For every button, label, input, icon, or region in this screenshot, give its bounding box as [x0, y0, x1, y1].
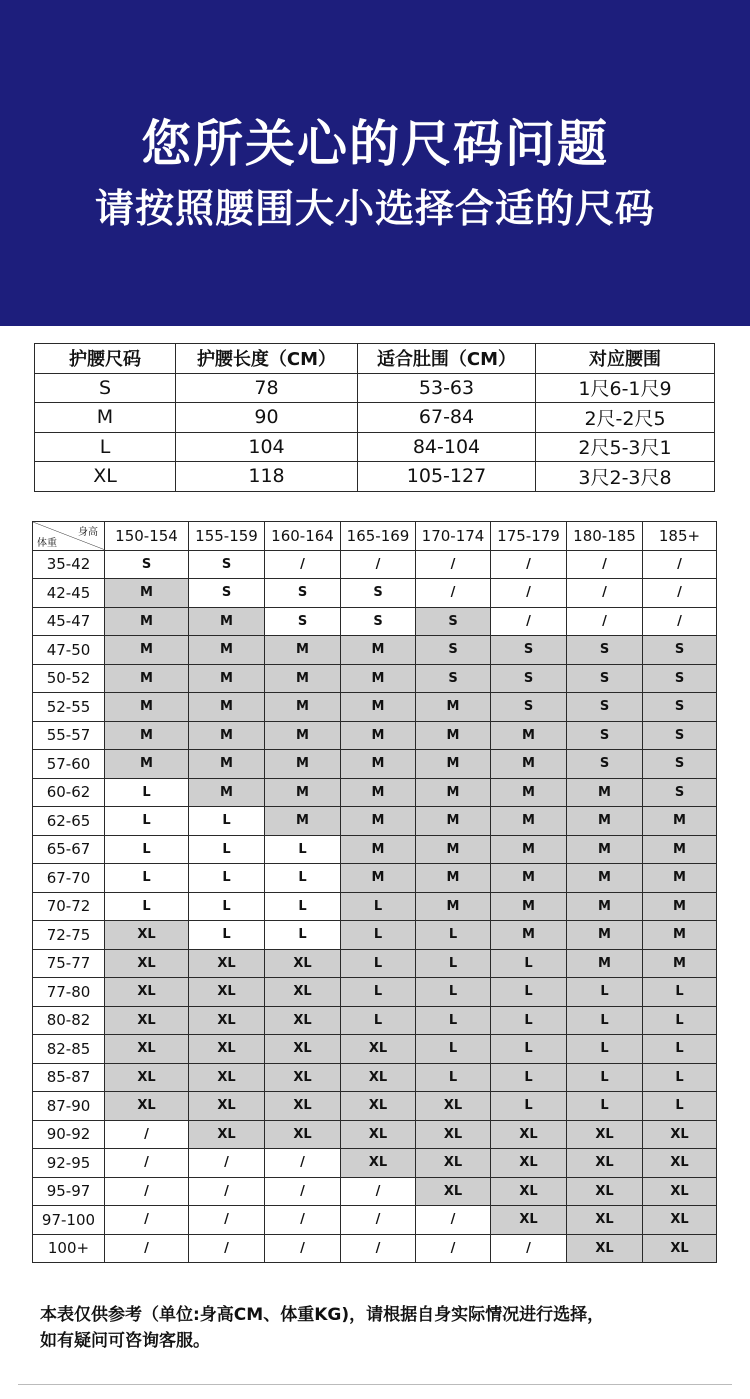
weight-label-cell: 62-65 — [33, 807, 105, 836]
spec-header-cell: 对应腰围 — [536, 344, 715, 374]
size-cell: XL — [189, 1120, 265, 1149]
grid-row — [33, 750, 717, 779]
size-cell: L — [567, 1035, 643, 1064]
size-cell: / — [341, 1177, 416, 1206]
size-cell: XL — [341, 1035, 416, 1064]
size-cell: L — [416, 1063, 491, 1092]
size-cell: L — [341, 1006, 416, 1035]
size-cell: M — [189, 664, 265, 693]
size-cell: M — [491, 835, 567, 864]
size-cell: M — [416, 807, 491, 836]
spec-cell: 3尺2-3尺8 — [536, 462, 715, 492]
size-cell: L — [105, 835, 189, 864]
size-cell: S — [416, 664, 491, 693]
size-cell: L — [341, 949, 416, 978]
spec-cell: 104 — [176, 432, 358, 462]
size-cell: M — [491, 892, 567, 921]
spec-cell: 1尺6-1尺9 — [536, 373, 715, 403]
size-cell: M — [105, 750, 189, 779]
size-cell: XL — [491, 1206, 567, 1235]
size-cell: / — [265, 550, 341, 579]
size-cell: L — [189, 835, 265, 864]
weight-label-cell: 97-100 — [33, 1206, 105, 1235]
grid-row — [33, 1006, 717, 1035]
weight-label-cell: 80-82 — [33, 1006, 105, 1035]
size-cell: S — [105, 550, 189, 579]
size-cell: L — [189, 921, 265, 950]
weight-label-cell: 100+ — [33, 1234, 105, 1263]
size-cell: S — [643, 750, 717, 779]
height-header-cell: 175-179 — [491, 522, 567, 551]
size-cell: M — [341, 664, 416, 693]
size-cell: L — [643, 1035, 717, 1064]
size-cell: M — [105, 721, 189, 750]
size-cell: L — [265, 864, 341, 893]
weight-label-cell: 85-87 — [33, 1063, 105, 1092]
size-cell: S — [643, 778, 717, 807]
size-cell: M — [567, 921, 643, 950]
size-cell: / — [189, 1234, 265, 1263]
size-cell: / — [491, 607, 567, 636]
size-cell: XL — [189, 1092, 265, 1121]
weight-label-cell: 82-85 — [33, 1035, 105, 1064]
size-cell: XL — [416, 1149, 491, 1178]
size-cell: M — [416, 892, 491, 921]
size-cell: S — [416, 607, 491, 636]
spec-cell: 105-127 — [358, 462, 536, 492]
weight-label-cell: 52-55 — [33, 693, 105, 722]
size-cell: M — [265, 636, 341, 665]
size-cell: L — [491, 1092, 567, 1121]
grid-row — [33, 1092, 717, 1121]
size-cell: L — [416, 978, 491, 1007]
weight-label-cell: 47-50 — [33, 636, 105, 665]
size-cell: S — [567, 693, 643, 722]
size-cell: XL — [491, 1149, 567, 1178]
size-cell: XL — [491, 1177, 567, 1206]
size-cell: M — [105, 579, 189, 608]
size-cell: M — [643, 921, 717, 950]
banner-subtitle: 请按照腰围大小选择合适的尺码 — [94, 187, 655, 232]
size-cell: S — [491, 636, 567, 665]
grid-row — [33, 978, 717, 1007]
bottom-divider — [18, 1384, 732, 1385]
size-cell: L — [189, 892, 265, 921]
size-cell: L — [416, 1035, 491, 1064]
spec-header-cell: 护腰尺码 — [35, 344, 176, 374]
size-cell: XL — [643, 1234, 717, 1263]
size-cell: / — [105, 1234, 189, 1263]
size-cell: XL — [643, 1120, 717, 1149]
size-cell: S — [567, 636, 643, 665]
size-cell: / — [491, 579, 567, 608]
grid-row — [33, 1063, 717, 1092]
spec-row — [35, 462, 715, 492]
size-cell: M — [341, 778, 416, 807]
grid-row — [33, 1149, 717, 1178]
grid-row — [33, 864, 717, 893]
weight-label-cell: 70-72 — [33, 892, 105, 921]
size-cell: XL — [567, 1149, 643, 1178]
size-cell: M — [643, 864, 717, 893]
size-cell: L — [416, 949, 491, 978]
size-cell: L — [567, 1092, 643, 1121]
height-header-cell: 180-185 — [567, 522, 643, 551]
height-header-cell: 155-159 — [189, 522, 265, 551]
size-cell: M — [416, 835, 491, 864]
size-cell: XL — [643, 1206, 717, 1235]
size-cell: XL — [105, 1035, 189, 1064]
size-cell: M — [643, 835, 717, 864]
height-header-cell: 165-169 — [341, 522, 416, 551]
size-cell: / — [189, 1149, 265, 1178]
size-cell: / — [265, 1206, 341, 1235]
size-cell: M — [265, 721, 341, 750]
size-cell: M — [643, 892, 717, 921]
height-header-cell: 150-154 — [105, 522, 189, 551]
size-cell: M — [567, 835, 643, 864]
banner-title: 您所关心的尺码问题 — [141, 115, 609, 173]
grid-row — [33, 721, 717, 750]
size-cell: / — [105, 1120, 189, 1149]
weight-label-cell: 90-92 — [33, 1120, 105, 1149]
size-cell: M — [341, 721, 416, 750]
size-cell: M — [491, 807, 567, 836]
spec-cell: 90 — [176, 403, 358, 433]
size-cell: L — [491, 1063, 567, 1092]
size-cell: M — [341, 693, 416, 722]
size-cell: M — [265, 778, 341, 807]
spec-cell: 78 — [176, 373, 358, 403]
grid-row — [33, 550, 717, 579]
size-cell: M — [341, 807, 416, 836]
size-cell: M — [189, 636, 265, 665]
weight-label-cell: 87-90 — [33, 1092, 105, 1121]
size-cell: L — [105, 778, 189, 807]
size-cell: / — [341, 550, 416, 579]
size-cell: XL — [105, 1063, 189, 1092]
size-cell: S — [189, 550, 265, 579]
grid-row — [33, 921, 717, 950]
grid-row — [33, 778, 717, 807]
size-cell: M — [105, 664, 189, 693]
weight-label-cell: 95-97 — [33, 1177, 105, 1206]
size-cell: XL — [105, 1006, 189, 1035]
size-cell: M — [341, 835, 416, 864]
size-cell: / — [416, 1206, 491, 1235]
size-cell: XL — [416, 1092, 491, 1121]
size-cell: / — [491, 550, 567, 579]
size-cell: / — [416, 1234, 491, 1263]
spec-cell: 118 — [176, 462, 358, 492]
size-cell: S — [643, 636, 717, 665]
size-cell: XL — [567, 1120, 643, 1149]
spec-cell: 2尺-2尺5 — [536, 403, 715, 433]
size-cell: S — [341, 579, 416, 608]
size-cell: L — [105, 892, 189, 921]
size-cell: / — [567, 550, 643, 579]
spec-cell: L — [35, 432, 176, 462]
size-cell: L — [265, 921, 341, 950]
size-cell: XL — [341, 1120, 416, 1149]
size-cell: L — [643, 978, 717, 1007]
size-cell: L — [643, 1092, 717, 1121]
size-cell: M — [189, 721, 265, 750]
spec-cell: 84-104 — [358, 432, 536, 462]
size-cell: M — [189, 778, 265, 807]
grid-row — [33, 1177, 717, 1206]
size-cell: XL — [189, 949, 265, 978]
spec-cell: 67-84 — [358, 403, 536, 433]
size-cell: / — [491, 1234, 567, 1263]
spec-row — [35, 432, 715, 462]
weight-label-cell: 72-75 — [33, 921, 105, 950]
size-cell: XL — [189, 1006, 265, 1035]
size-cell: L — [491, 978, 567, 1007]
size-cell: L — [265, 892, 341, 921]
grid-row — [33, 807, 717, 836]
size-cell: XL — [567, 1234, 643, 1263]
size-cell: S — [491, 693, 567, 722]
size-cell: / — [567, 579, 643, 608]
weight-label-cell: 67-70 — [33, 864, 105, 893]
size-cell: L — [189, 807, 265, 836]
size-cell: L — [341, 892, 416, 921]
size-cell: L — [491, 1035, 567, 1064]
spec-row — [35, 373, 715, 403]
size-cell: XL — [265, 1006, 341, 1035]
size-cell: XL — [265, 1092, 341, 1121]
size-cell: L — [491, 1006, 567, 1035]
size-cell: XL — [341, 1092, 416, 1121]
size-cell: L — [643, 1006, 717, 1035]
size-cell: M — [189, 693, 265, 722]
note-line-1: 本表仅供参考（单位:身高CM、体重KG)，请根据自身实际情况进行选择， — [40, 1305, 605, 1325]
size-cell: XL — [189, 978, 265, 1007]
grid-row — [33, 636, 717, 665]
size-cell: XL — [189, 1035, 265, 1064]
size-cell: M — [416, 864, 491, 893]
weight-label-cell: 57-60 — [33, 750, 105, 779]
grid-row — [33, 835, 717, 864]
size-cell: XL — [643, 1177, 717, 1206]
size-cell: XL — [567, 1177, 643, 1206]
weight-label-cell: 92-95 — [33, 1149, 105, 1178]
size-cell: S — [567, 721, 643, 750]
size-cell: / — [105, 1206, 189, 1235]
size-cell: XL — [567, 1206, 643, 1235]
size-cell: S — [643, 693, 717, 722]
grid-row — [33, 1234, 717, 1263]
size-cell: L — [189, 864, 265, 893]
size-cell: XL — [105, 921, 189, 950]
weight-label-cell: 77-80 — [33, 978, 105, 1007]
size-cell: M — [189, 607, 265, 636]
size-cell: S — [265, 579, 341, 608]
size-cell: S — [643, 721, 717, 750]
disclaimer-note — [40, 1302, 730, 1354]
size-cell: L — [341, 978, 416, 1007]
size-cell: M — [416, 721, 491, 750]
size-cell: M — [491, 778, 567, 807]
size-cell: L — [416, 921, 491, 950]
spec-cell: S — [35, 373, 176, 403]
size-cell: XL — [341, 1149, 416, 1178]
size-cell: M — [105, 693, 189, 722]
size-cell: M — [265, 693, 341, 722]
weight-label-cell: 50-52 — [33, 664, 105, 693]
spec-cell: 53-63 — [358, 373, 536, 403]
spec-cell: XL — [35, 462, 176, 492]
weight-label-cell: 42-45 — [33, 579, 105, 608]
size-cell: / — [189, 1177, 265, 1206]
size-cell: XL — [416, 1120, 491, 1149]
size-cell: M — [567, 949, 643, 978]
size-cell: S — [416, 636, 491, 665]
size-cell: S — [567, 664, 643, 693]
size-cell: L — [491, 949, 567, 978]
grid-row — [33, 664, 717, 693]
size-cell: M — [491, 721, 567, 750]
size-cell: L — [567, 1006, 643, 1035]
spec-cell: 2尺5-3尺1 — [536, 432, 715, 462]
size-cell: / — [265, 1177, 341, 1206]
grid-row — [33, 949, 717, 978]
weight-label-cell: 60-62 — [33, 778, 105, 807]
weight-label-cell: 35-42 — [33, 550, 105, 579]
height-header-cell: 170-174 — [416, 522, 491, 551]
size-spec-table — [34, 343, 715, 492]
size-cell: XL — [105, 978, 189, 1007]
size-cell: / — [189, 1206, 265, 1235]
size-cell: / — [643, 550, 717, 579]
grid-corner-cell — [33, 522, 105, 551]
height-header-cell: 160-164 — [265, 522, 341, 551]
size-cell: XL — [265, 1120, 341, 1149]
size-cell: / — [265, 1149, 341, 1178]
size-cell: XL — [416, 1177, 491, 1206]
grid-row — [33, 892, 717, 921]
size-cell: M — [567, 807, 643, 836]
size-cell: XL — [105, 1092, 189, 1121]
size-cell: XL — [265, 978, 341, 1007]
grid-row — [33, 607, 717, 636]
size-grid-table — [32, 521, 717, 1263]
size-cell: L — [105, 864, 189, 893]
size-cell: M — [491, 921, 567, 950]
size-cell: / — [265, 1234, 341, 1263]
grid-row — [33, 693, 717, 722]
size-cell: / — [416, 579, 491, 608]
size-cell: XL — [265, 949, 341, 978]
size-cell: XL — [491, 1120, 567, 1149]
size-cell: S — [265, 607, 341, 636]
size-cell: S — [491, 664, 567, 693]
size-cell: M — [189, 750, 265, 779]
size-cell: L — [567, 978, 643, 1007]
weight-label-cell: 55-57 — [33, 721, 105, 750]
grid-row — [33, 579, 717, 608]
size-cell: / — [416, 550, 491, 579]
note-line-2: 如有疑问可咨询客服。 — [40, 1331, 210, 1351]
size-cell: M — [105, 636, 189, 665]
size-cell: M — [105, 607, 189, 636]
size-cell: / — [105, 1177, 189, 1206]
size-cell: / — [341, 1234, 416, 1263]
spec-cell: M — [35, 403, 176, 433]
header-banner — [0, 0, 750, 326]
weight-label-cell: 45-47 — [33, 607, 105, 636]
weight-label-cell: 65-67 — [33, 835, 105, 864]
size-cell: XL — [265, 1035, 341, 1064]
size-cell: S — [341, 607, 416, 636]
size-cell: M — [416, 778, 491, 807]
size-cell: M — [341, 750, 416, 779]
size-cell: / — [341, 1206, 416, 1235]
size-cell: / — [567, 607, 643, 636]
size-cell: XL — [265, 1063, 341, 1092]
size-cell: S — [567, 750, 643, 779]
size-cell: L — [265, 835, 341, 864]
weight-label-cell: 75-77 — [33, 949, 105, 978]
size-cell: / — [643, 607, 717, 636]
size-cell: S — [189, 579, 265, 608]
size-cell: XL — [189, 1063, 265, 1092]
size-cell: / — [105, 1149, 189, 1178]
size-cell: XL — [341, 1063, 416, 1092]
height-header-cell: 185+ — [643, 522, 717, 551]
size-cell: M — [341, 636, 416, 665]
size-cell: / — [643, 579, 717, 608]
spec-header-cell: 适合肚围（CM） — [358, 344, 536, 374]
size-cell: M — [491, 750, 567, 779]
spec-header-cell: 护腰长度（CM） — [176, 344, 358, 374]
spec-row — [35, 403, 715, 433]
size-cell: L — [643, 1063, 717, 1092]
size-cell: M — [643, 807, 717, 836]
size-cell: XL — [105, 949, 189, 978]
size-cell: M — [265, 750, 341, 779]
size-cell: L — [416, 1006, 491, 1035]
size-cell: XL — [643, 1149, 717, 1178]
size-cell: M — [567, 778, 643, 807]
grid-row — [33, 1120, 717, 1149]
corner-height-label: 身高 — [78, 527, 98, 538]
size-cell: S — [643, 664, 717, 693]
spec-header-row — [35, 344, 715, 374]
size-cell: M — [416, 750, 491, 779]
size-cell: M — [416, 693, 491, 722]
size-cell: M — [265, 664, 341, 693]
grid-row — [33, 1206, 717, 1235]
size-cell: L — [567, 1063, 643, 1092]
size-cell: M — [265, 807, 341, 836]
corner-weight-label: 体重 — [37, 537, 57, 549]
size-cell: M — [567, 864, 643, 893]
size-cell: M — [341, 864, 416, 893]
size-cell: M — [491, 864, 567, 893]
grid-row — [33, 1035, 717, 1064]
size-cell: L — [341, 921, 416, 950]
size-cell: M — [567, 892, 643, 921]
size-cell: L — [105, 807, 189, 836]
size-cell: M — [643, 949, 717, 978]
